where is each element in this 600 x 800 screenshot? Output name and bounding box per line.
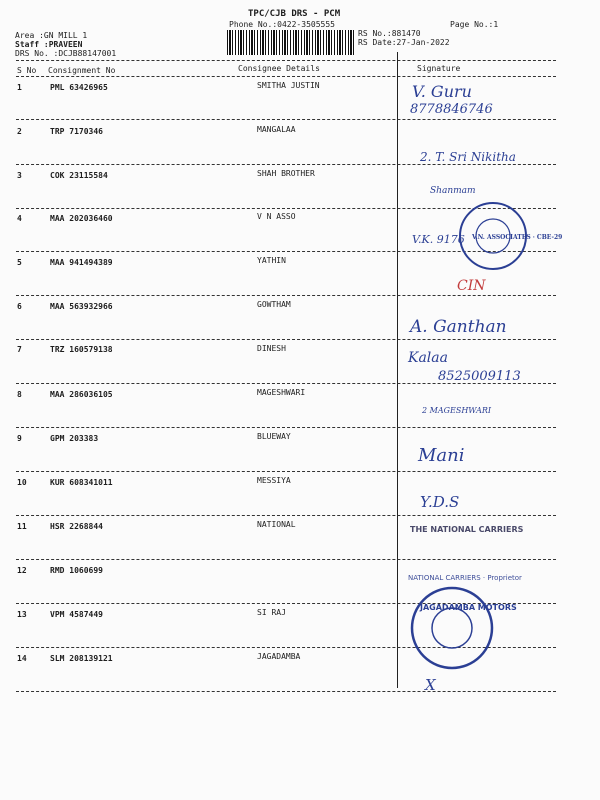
row-sno: 9	[17, 434, 22, 443]
signature-row-10: Y.D.S	[420, 493, 460, 511]
row-sno: 3	[17, 171, 22, 180]
row-consignee: JAGADAMBA	[257, 652, 301, 661]
row-consignment: MAA 941494389	[50, 258, 113, 267]
signature-row-8: 2 MAGESHWARI	[422, 406, 492, 415]
row-consignee: MESSIYA	[257, 476, 291, 485]
row-consignee: V N ASSO	[257, 212, 296, 221]
row-sno: 8	[17, 390, 22, 399]
row-consignment: TRP 7170346	[50, 127, 103, 136]
row-consignee: SMITHA JUSTIN	[257, 81, 320, 90]
row-consignment: TRZ 160579138	[50, 345, 113, 354]
signature-row-9: Mani	[418, 445, 465, 466]
stamp-vn-associates-text: V.N. ASSOCIATES · CBE-29	[472, 234, 563, 241]
row-sno: 5	[17, 258, 22, 267]
signature-row-4: V.K. 9176	[412, 233, 465, 246]
staff-label: Staff :PRAVEEN	[15, 40, 83, 49]
row-sno: 1	[17, 83, 22, 92]
row-consignment: MAA 563932966	[50, 302, 113, 311]
signature-row-1: V. Guru	[412, 82, 472, 101]
row-consignment: MAA 286036105	[50, 390, 113, 399]
signature-row-7: Kalaa	[408, 350, 448, 366]
row-sno: 14	[17, 654, 27, 663]
row-consignment: COK 23115584	[50, 171, 108, 180]
signature-row-14: X	[425, 676, 436, 694]
stamp-jagadamba-text: JAGADAMBA MOTORS	[420, 603, 517, 612]
drs-number: DRS No. :DCJB88147001	[15, 49, 117, 58]
signature-row-2: 2. T. Sri Nikitha	[420, 150, 516, 164]
row-consignment: SLM 208139121	[50, 654, 113, 663]
row-consignee: DINESH	[257, 344, 286, 353]
row-consignee: SHAH BROTHER	[257, 169, 315, 178]
column-header-signature: Signature	[417, 64, 461, 73]
phone-number: Phone No.:0422-3505555	[229, 20, 335, 29]
stamp-jagadamba-motors	[412, 588, 517, 668]
row-consignment: HSR 2268844	[50, 522, 103, 531]
column-header-consignee: Consignee Details	[238, 64, 320, 73]
row-consignee: MAGESHWARI	[257, 388, 306, 397]
signature-row-7-phone: 8525009113	[438, 369, 521, 384]
stamp-national-carriers: THE NATIONAL CARRIERS	[410, 525, 524, 534]
row-sno: 12	[17, 566, 27, 575]
signature-row-6: A. Ganthan	[410, 317, 507, 337]
row-consignee: GOWTHAM	[257, 300, 291, 309]
row-consignment: RMD 1060699	[50, 566, 103, 575]
rs-number: RS No.:881470	[358, 29, 421, 38]
row-sno: 7	[17, 345, 22, 354]
row-consignment: PML 63426965	[50, 83, 108, 92]
row-sno: 11	[17, 522, 27, 531]
signature-row-1-phone: 8778846746	[410, 102, 493, 117]
row-sno: 4	[17, 214, 22, 223]
row-consignee: BLUEWAY	[257, 432, 291, 441]
row-consignee: MANGALAA	[257, 125, 296, 134]
row-consignee: NATIONAL	[257, 520, 296, 529]
page-number: Page No.:1	[450, 20, 499, 29]
row-consignment: GPM 203383	[50, 434, 99, 443]
row-consignment: MAA 202036460	[50, 214, 113, 223]
row-sno: 2	[17, 127, 22, 136]
row-consignee: YATHIN	[257, 256, 286, 265]
row-sno: 10	[17, 478, 27, 487]
row-consignment: VPM 4587449	[50, 610, 103, 619]
signature-row-5: CIN	[457, 278, 486, 294]
column-header-sno: S No	[17, 66, 37, 75]
area-label: Area :GN MILL 1	[15, 31, 88, 40]
row-sno: 13	[17, 610, 27, 619]
row-consignment: KUR 608341011	[50, 478, 113, 487]
signature-row-3: Shanmam	[430, 186, 476, 196]
column-header-consignment: Consignment No	[48, 66, 116, 75]
stamp-national-carriers-2: NATIONAL CARRIERS · Proprietor	[408, 574, 522, 582]
rs-date: RS Date:27-Jan-2022	[358, 38, 450, 47]
sheet-title: TPC/CJB DRS - PCM	[248, 9, 341, 19]
stamp-vn-associates	[460, 203, 562, 269]
row-sno: 6	[17, 302, 22, 311]
row-consignee: SI RAJ	[257, 608, 286, 617]
